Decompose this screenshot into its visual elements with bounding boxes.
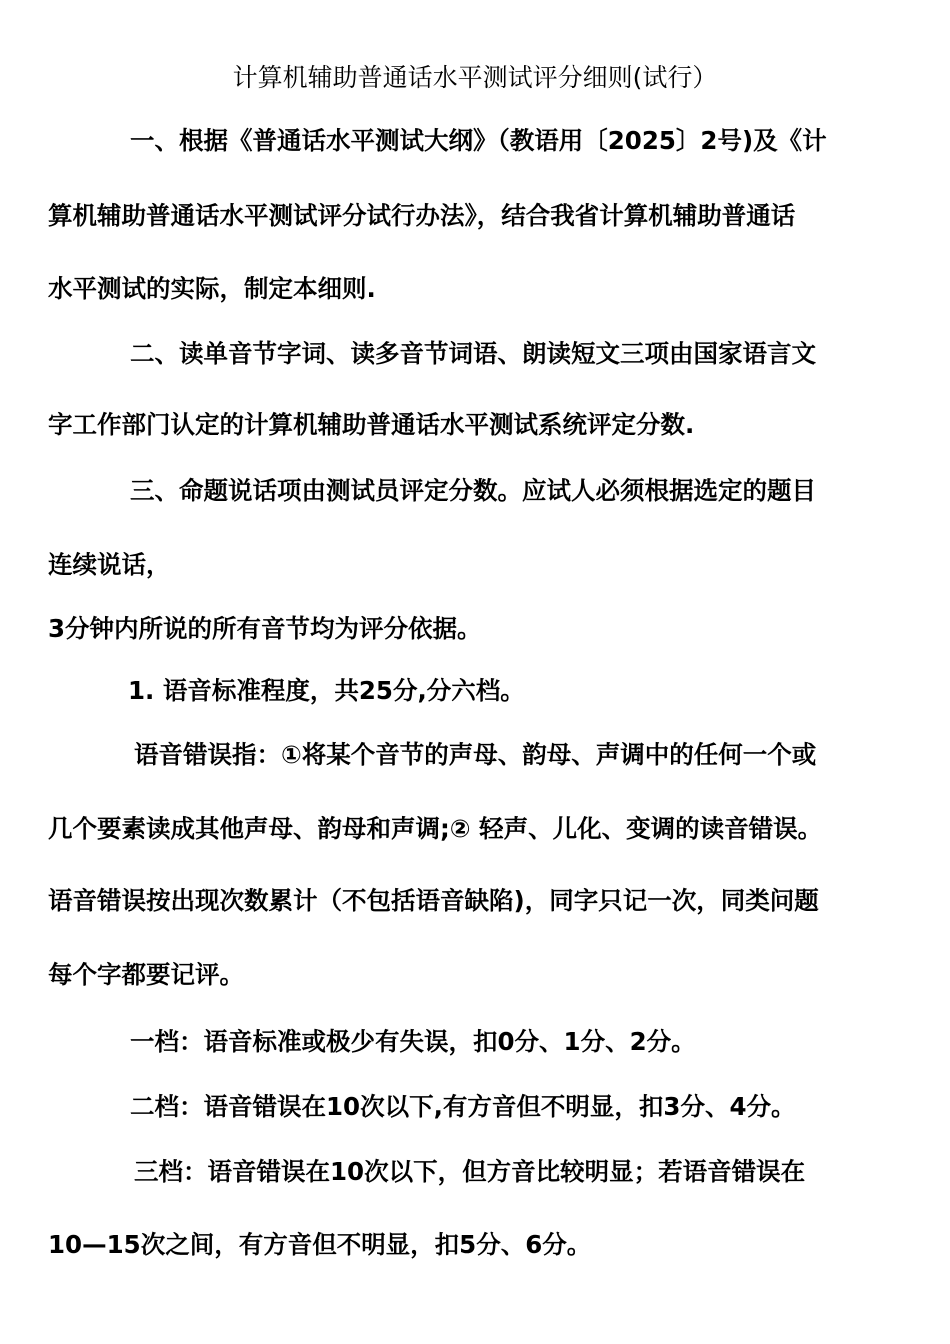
- paragraph-1-line-3: 水平测试的实际，制定本细则.: [48, 274, 376, 303]
- item-1-heading: 1. 语音标准程度，共25分,分六档。: [128, 676, 525, 705]
- paragraph-3-line-3: 3分钟内所说的所有音节均为评分依据。: [48, 614, 482, 643]
- grade-2: 二档：语音错误在10次以下,有方音但不明显，扣3分、4分。: [130, 1092, 796, 1121]
- error-definition-line-2: 几个要素读成其他声母、韵母和声调;② 轻声、儿化、变调的读音错误。: [48, 814, 823, 843]
- document-title: 计算机辅助普通话水平测试评分细则(试行）: [232, 63, 718, 92]
- grade-3-line-1: 三档：语音错误在10次以下，但方音比较明显；若语音错误在: [134, 1157, 806, 1186]
- paragraph-1-line-1: 一、根据《普通话水平测试大纲》（教语用〔2025〕2号)及《计: [130, 126, 827, 155]
- grade-1: 一档：语音标准或极少有失误，扣0分、1分、2分。: [130, 1027, 696, 1056]
- error-definition-line-3: 语音错误按出现次数累计（不包括语音缺陷)，同字只记一次，同类问题: [48, 886, 819, 915]
- paragraph-3-line-1: 三、命题说话项由测试员评定分数。应试人必须根据选定的题目: [130, 476, 816, 505]
- error-definition-line-1: 语音错误指：①将某个音节的声母、韵母、声调中的任何一个或: [134, 740, 817, 769]
- paragraph-3-line-2: 连续说话，: [48, 550, 171, 579]
- error-definition-line-4: 每个字都要记评。: [48, 960, 244, 989]
- paragraph-2-line-2: 字工作部门认定的计算机辅助普通话水平测试系统评定分数.: [48, 410, 695, 439]
- grade-3-line-2: 10—15次之间，有方音但不明显，扣5分、6分。: [48, 1230, 592, 1259]
- paragraph-2-line-1: 二、读单音节字词、读多音节词语、朗读短文三项由国家语言文: [130, 339, 816, 368]
- paragraph-1-line-2: 算机辅助普通话水平测试评分试行办法》，结合我省计算机辅助普通话: [48, 201, 796, 230]
